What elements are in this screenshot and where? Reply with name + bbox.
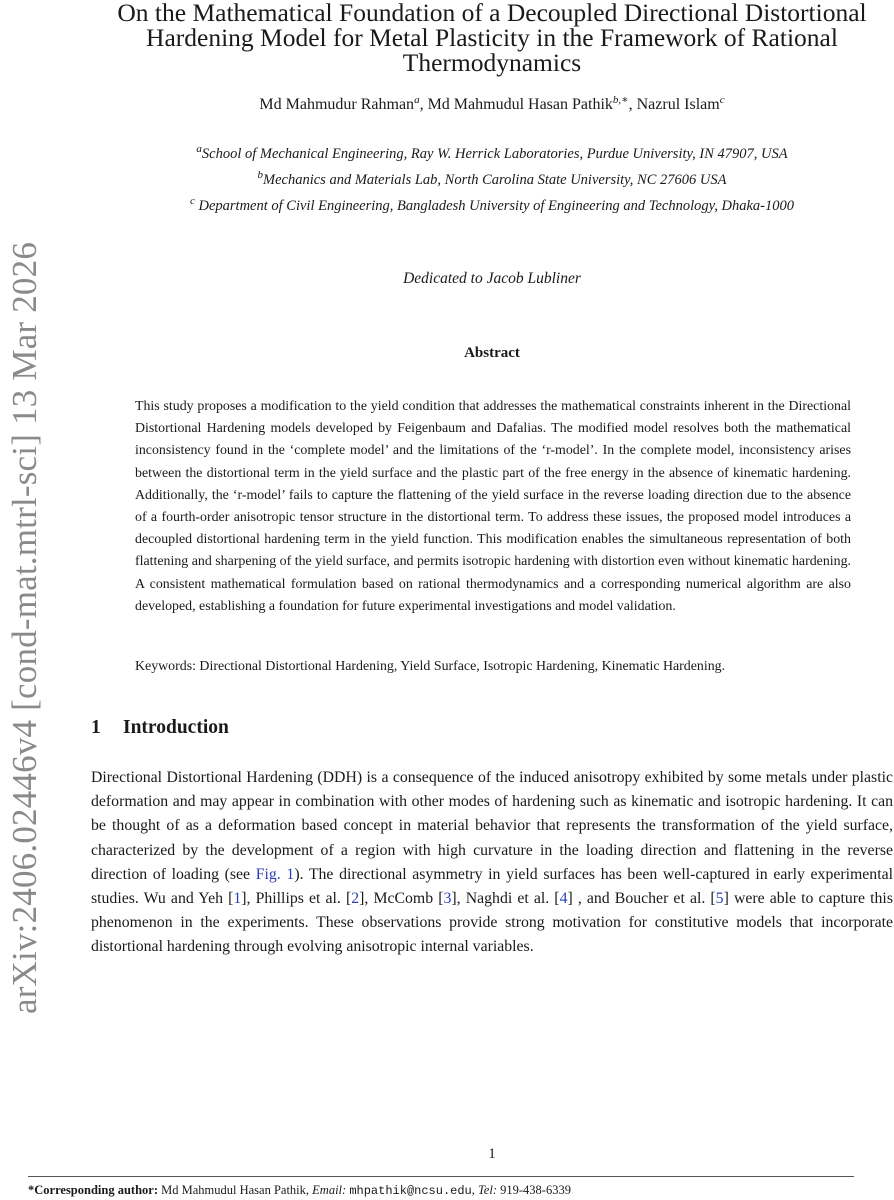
author-mark: b,∗ [612, 94, 629, 106]
author-mark: a [414, 94, 420, 106]
intro-text: ], Naghdi et al. [ [451, 890, 560, 908]
figure-link[interactable]: Fig. 1 [255, 865, 295, 883]
footnote: *Corresponding author: Md Mahmudul Hasan Pathik, Email: mhpathik@ncsu.edu, Tel: 919-438-6339 [28, 1183, 571, 1198]
affiliation [120, 195, 864, 215]
intro-text: ] , and Boucher et al. [ [567, 890, 716, 908]
paper-title: On the Mathematical Foundation of a Decoupled Directional Distortional Hardening Model for Metal Plasticity in the Framework of Rational Thermodynamics [117, 0, 867, 77]
affiliation-mark: c [189, 195, 195, 207]
citation-link[interactable]: 1 [233, 890, 242, 908]
arxiv-identifier [0, 178, 50, 1078]
footnote-email-label: Email: [312, 1183, 347, 1197]
section-number: 1 [91, 717, 101, 738]
footnote-tel: 919-438-6339 [500, 1183, 571, 1197]
footnote-tel-label: Tel: [478, 1183, 497, 1197]
citation-link[interactable]: 3 [443, 890, 452, 908]
footnote-email[interactable]: mhpathik@ncsu.edu [349, 1184, 472, 1198]
abstract-heading: Abstract [464, 345, 520, 361]
arxiv-identifier-text: arXiv:2406.02446v4 [cond-mat.mtrl-sci] 13 Mar 2026 [5, 241, 44, 1015]
footnote-rule [28, 1176, 854, 1177]
section-title: Introduction [123, 717, 229, 738]
intro-text: ). The directional asymmetry in yield surfaces has been well-captured in early experimental studies. Wu and Yeh [ [91, 865, 893, 908]
author-mark: c [719, 94, 725, 106]
footnote-label: *Corresponding author: [28, 1183, 158, 1197]
affiliation-text: Mechanics and Materials Lab, North Carolina State University, NC 27606 USA [263, 172, 727, 188]
dedication: Dedicated to Jacob Lubliner [403, 270, 581, 287]
abstract-text: This study proposes a modification to the yield condition that addresses the mathematical constraints inherent in the Directional Distortional Hardening models developed by Feigenbaum and Dafalias. The modified model resolves both the mathematical inconsistency found in the ‘complete model’ and the limitations of the ‘r-model’. In the complete model, inconsistency arises between the distortional term in the yield surface and the plastic part of the free energy in the absence of kinematic hardening. Additionally, the ‘r-model’ fails to capture the flattening of the yield surface in the reverse loading direction due to the absence of a fourth-order anisotropic tensor structure in the distortional term. To address these issues, the proposed model introduces a decoupled distortional hardening term in the yield function. This modification enables the simultaneous representation of both flattening and sharpening of the yield surface, and permits isotropic hardening with distortion even without kinematic hardening. A consistent mathematical formulation based on rational thermodynamics and a corresponding numerical algorithm are also developed, establishing a foundation for future experimental investigations and model validation. [135, 399, 851, 614]
affiliation [120, 169, 864, 189]
intro-paragraph [91, 766, 893, 960]
footnote-name: Md Mahmudul Hasan Pathik, [161, 1183, 310, 1197]
intro-text: ], McComb [ [359, 890, 444, 908]
author-name: Nazrul Islam [636, 96, 720, 113]
affiliation-text: School of Mechanical Engineering, Ray W. Herrick Laboratories, Purdue University, IN 47907, USA [201, 146, 788, 162]
intro-text: Directional Distortional Hardening (DDH) is a consequence of the induced anisotropy exhibited by some metals under plastic deformation and may appear in combination with other modes of hardening such as kinematic and isotropic hardening. It can be thought of as a deformation based concept in material behavior that represents the transformation of the yield surface, characterized by the development of a region with high curvature in the loading direction and flattening in the reverse direction of loading (see [91, 769, 893, 883]
affiliation-mark: a [196, 143, 202, 155]
page-number: 1 [488, 1146, 496, 1162]
keywords: Keywords: Directional Distortional Hardening, Yield Surface, Isotropic Hardening, Kinematic Hardening. [135, 659, 726, 674]
section-heading [91, 717, 229, 739]
author-name: Md Mahmudur Rahman [259, 96, 415, 113]
author-list: Md Mahmudur Rahman$^a$, Md Mahmudul Hasan Pathik$^{b,∗}$, Nazrul Islam$^c$ [259, 94, 725, 113]
affiliation-mark: b [257, 169, 264, 181]
citation-link[interactable]: 4 [559, 890, 568, 908]
citation-link[interactable]: 5 [715, 890, 724, 908]
affiliation-text: Department of Civil Engineering, Bangladesh University of Engineering and Technology, Dhaka-1000 [198, 198, 794, 214]
author-name: Md Mahmudul Hasan Pathik [427, 96, 613, 113]
intro-text: ], Phillips et al. [ [241, 890, 352, 908]
intro-text: ] were able to capture this phenomenon in the experiments. These observations provide strong motivation for constitutive models that incorporate distortional hardening through evolving anisotropic internal variables. [91, 890, 893, 956]
affiliation [120, 143, 864, 163]
citation-link[interactable]: 2 [351, 890, 360, 908]
